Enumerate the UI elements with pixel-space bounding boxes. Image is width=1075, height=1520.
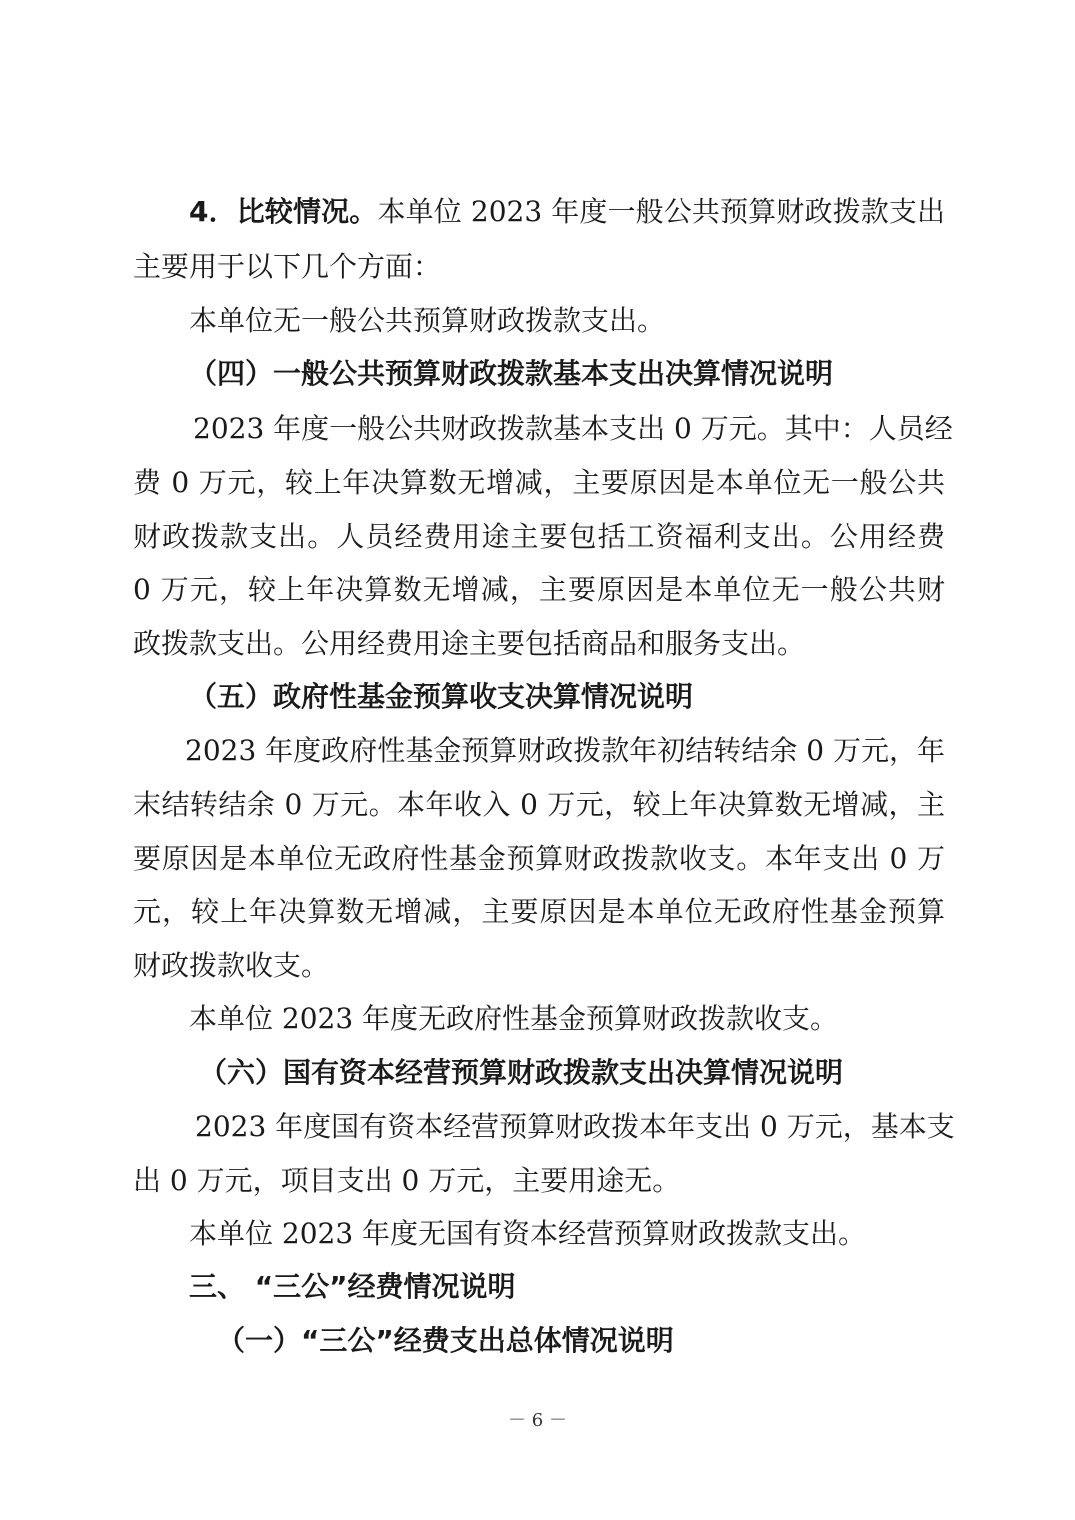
paragraph-line: 本单位无一般公共预算财政拨款支出。 (189, 304, 666, 337)
section-heading-6: （六）国有资本经营预算财政拨款支出决算情况说明 (199, 1056, 844, 1089)
paragraph-line: 费 0 万元，较上年决算数无增减，主要原因是本单位无一般公共 (133, 466, 945, 499)
paragraph-line: 2023 年度国有资本经营预算财政拨本年支出 0 万元，基本支 (195, 1110, 955, 1143)
paragraph-line: 出 0 万元，项目支出 0 万元，主要用途无。 (133, 1164, 681, 1197)
paragraph-line: 元，较上年决算数无增减，主要原因是本单位无政府性基金预算 (133, 895, 945, 928)
paragraph-line: 末结转结余 0 万元。本年收入 0 万元，较上年决算数无增减，主 (133, 788, 945, 821)
subsection-heading: （一）“三公”经费支出总体情况说明 (217, 1324, 674, 1357)
paragraph-line: 2023 年度一般公共财政拨款基本支出 0 万元。其中：人员经 (193, 412, 953, 445)
paragraph-line: 财政拨款支出。人员经费用途主要包括工资福利支出。公用经费 (133, 520, 945, 553)
section-heading-5: （五）政府性基金预算收支决算情况说明 (189, 680, 694, 713)
paragraph-line: 财政拨款收支。 (133, 949, 330, 982)
paragraph-line (133, 192, 945, 232)
paragraph-line: 政拨款支出。公用经费用途主要包括商品和服务支出。 (133, 627, 806, 660)
paragraph-line: 主要用于以下几个方面： (133, 250, 442, 283)
page-number: － 6 － (508, 1410, 567, 1431)
section-heading-3: 三、 “三公”经费情况说明 (189, 1270, 516, 1303)
comparison-text: 本单位 2023 年度一般公共预算财政拨款支出 (377, 195, 946, 228)
comparison-heading: 4．比较情况。 (189, 195, 378, 228)
paragraph-line: 0 万元，较上年决算数无增减，主要原因是本单位无一般公共财 (133, 573, 945, 606)
paragraph-line: 本单位 2023 年度无政府性基金预算财政拨款收支。 (189, 1002, 839, 1035)
paragraph-line: 2023 年度政府性基金预算财政拨款年初结转结余 0 万元，年 (185, 734, 945, 767)
paragraph-line: 本单位 2023 年度无国有资本经营预算财政拨款支出。 (189, 1217, 867, 1250)
section-heading-4: （四）一般公共预算财政拨款基本支出决算情况说明 (189, 357, 834, 390)
paragraph-line: 要原因是本单位无政府性基金预算财政拨款收支。本年支出 0 万 (133, 842, 945, 875)
